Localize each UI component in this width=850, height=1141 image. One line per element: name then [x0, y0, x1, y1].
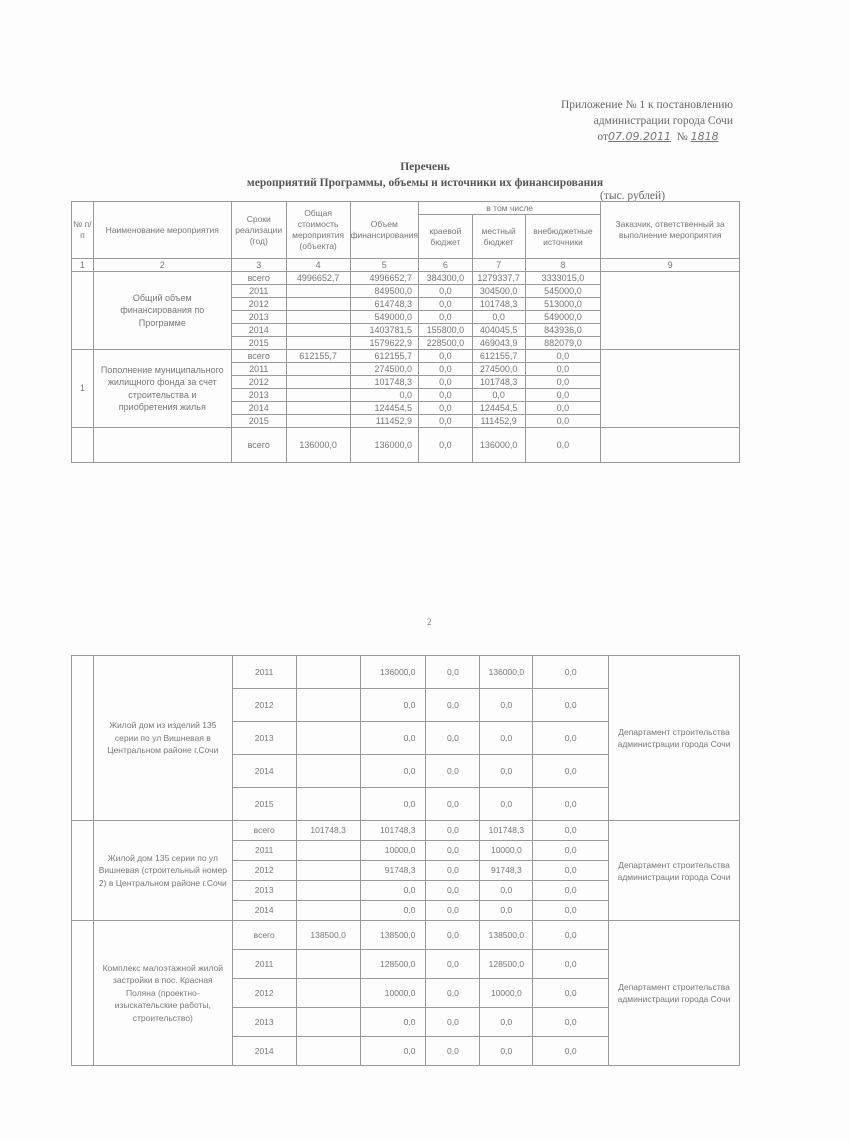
local-budget-cell: 0,0	[480, 1037, 533, 1066]
extra-budget-cell: 0,0	[533, 861, 609, 881]
volume-cell: 549000,0	[350, 311, 419, 324]
local-budget-cell: 138500,0	[480, 921, 533, 950]
row-number	[72, 921, 94, 1066]
regional-budget-cell: 0,0	[426, 861, 480, 881]
regional-budget-cell: 384300,0	[419, 272, 473, 285]
volume-cell: 4996652,7	[350, 272, 419, 285]
extra-budget-cell: 0,0	[525, 428, 601, 463]
volume-cell: 0,0	[360, 881, 426, 901]
volume-cell: 136000,0	[350, 428, 419, 463]
regional-budget-cell: 0,0	[419, 350, 473, 363]
col-num-header: № п/п	[72, 202, 94, 259]
local-budget-cell: 111452,9	[472, 415, 525, 428]
number-label: №	[676, 131, 688, 143]
volume-cell: 1403781,5	[350, 324, 419, 337]
volume-cell: 101748,3	[360, 821, 426, 841]
period-cell: 2014	[232, 755, 296, 788]
table-row	[72, 272, 740, 285]
local-budget-cell: 0,0	[472, 311, 525, 324]
col-index: 3	[231, 259, 286, 272]
appendix-line-1: Приложение № 1 к постановлению	[560, 99, 733, 111]
units-label: (тыс. рублей)	[600, 190, 666, 202]
total-cost-cell	[286, 311, 350, 324]
volume-cell: 0,0	[360, 689, 426, 722]
from-label: от	[597, 131, 609, 143]
extra-budget-cell: 0,0	[533, 901, 609, 921]
extra-budget-cell: 0,0	[533, 689, 609, 722]
activity-name: Жилой дом 135 серии по ул Вишневая (строительный номер 2) в Центральном районе г.Сочи	[93, 821, 232, 921]
period-cell: всего	[232, 821, 296, 841]
row-number	[72, 272, 94, 350]
volume-cell: 0,0	[360, 788, 426, 821]
local-budget-cell: 101748,3	[480, 821, 533, 841]
extra-budget-cell: 0,0	[525, 389, 601, 402]
customer-cell	[601, 272, 740, 350]
extra-budget-cell: 513000,0	[525, 298, 601, 311]
local-budget-cell: 1279337,7	[472, 272, 525, 285]
total-cost-cell	[296, 881, 360, 901]
local-budget-cell: 0,0	[480, 1008, 533, 1037]
regional-budget-cell: 0,0	[426, 979, 480, 1008]
row-number	[72, 656, 94, 821]
local-budget-cell: 0,0	[480, 722, 533, 755]
col-total-cost-header: Общая стоимость мероприятия (объекта)	[286, 202, 350, 259]
total-cost-cell	[286, 389, 350, 402]
regional-budget-cell: 0,0	[426, 921, 480, 950]
total-cost-cell	[296, 861, 360, 881]
period-cell: 2014	[232, 901, 296, 921]
col-index: 4	[286, 259, 350, 272]
regional-budget-cell: 0,0	[426, 1037, 480, 1066]
extra-budget-cell: 843936,0	[525, 324, 601, 337]
volume-cell: 10000,0	[360, 979, 426, 1008]
volume-cell: 0,0	[360, 1008, 426, 1037]
volume-cell: 124454,5	[350, 402, 419, 415]
total-cost-cell: 4996652,7	[286, 272, 350, 285]
volume-cell: 614748,3	[350, 298, 419, 311]
period-cell: 2011	[231, 285, 286, 298]
regional-budget-cell: 0,0	[426, 1008, 480, 1037]
period-cell: 2014	[231, 402, 286, 415]
customer-cell: Департамент строительства администрации города Сочи	[609, 921, 740, 1066]
extra-budget-cell: 0,0	[525, 376, 601, 389]
period-cell: всего	[231, 428, 286, 463]
volume-cell: 612155,7	[350, 350, 419, 363]
total-cost-cell: 612155,7	[286, 350, 350, 363]
total-cost-cell: 136000,0	[286, 428, 350, 463]
col-period-header: Сроки реализации (год)	[231, 202, 286, 259]
total-cost-cell	[286, 415, 350, 428]
regional-budget-cell: 0,0	[426, 901, 480, 921]
period-cell: 2012	[231, 298, 286, 311]
regional-budget-cell: 0,0	[419, 363, 473, 376]
total-cost-cell	[296, 1037, 360, 1066]
regional-budget-cell: 0,0	[419, 376, 473, 389]
period-cell: 2013	[232, 1008, 296, 1037]
row-number	[72, 821, 94, 921]
local-budget-cell: 124454,5	[472, 402, 525, 415]
extra-budget-cell: 549000,0	[525, 311, 601, 324]
total-cost-cell	[296, 1008, 360, 1037]
customer-cell	[601, 350, 740, 428]
col-local-header: местный бюджет	[472, 215, 525, 259]
period-cell: 2013	[232, 722, 296, 755]
table-row	[72, 921, 740, 950]
local-budget-cell: 0,0	[480, 901, 533, 921]
volume-cell: 136000,0	[360, 656, 426, 689]
header-row	[72, 202, 740, 215]
regional-budget-cell: 0,0	[419, 389, 473, 402]
local-budget-cell: 0,0	[472, 389, 525, 402]
extra-budget-cell: 882079,0	[525, 337, 601, 350]
financing-table-page-1	[71, 201, 740, 463]
customer-cell: Департамент строительства администрации города Сочи	[609, 821, 740, 921]
table-body	[72, 272, 740, 463]
decree-number: 1818	[690, 130, 719, 143]
financing-table-page-2	[71, 655, 740, 1066]
period-cell: 2011	[232, 841, 296, 861]
col-index: 9	[601, 259, 740, 272]
extra-budget-cell: 0,0	[533, 821, 609, 841]
table-row	[72, 821, 740, 841]
local-budget-cell: 404045,5	[472, 324, 525, 337]
local-budget-cell: 0,0	[480, 689, 533, 722]
extra-budget-cell: 0,0	[533, 979, 609, 1008]
row-number: 1	[72, 350, 94, 428]
activity-name	[93, 428, 231, 463]
extra-budget-cell: 0,0	[533, 881, 609, 901]
appendix-line-2: администрации города Сочи	[593, 115, 733, 127]
total-cost-cell	[286, 376, 350, 389]
extra-budget-cell: 0,0	[525, 402, 601, 415]
period-cell: 2013	[231, 311, 286, 324]
volume-cell: 274500,0	[350, 363, 419, 376]
col-name-header: Наименование мероприятия	[93, 202, 231, 259]
col-customer-header: Заказчик, ответственный за выполнение мероприятия	[601, 202, 740, 259]
volume-cell: 138500,0	[360, 921, 426, 950]
period-cell: 2012	[231, 376, 286, 389]
col-regional-header: краевой бюджет	[419, 215, 473, 259]
volume-cell: 0,0	[360, 1037, 426, 1066]
regional-budget-cell: 228500,0	[419, 337, 473, 350]
table-row	[72, 350, 740, 363]
col-extra-header: внебюджетные источники	[525, 215, 601, 259]
local-budget-cell: 0,0	[480, 881, 533, 901]
total-cost-cell	[296, 722, 360, 755]
period-cell: 2011	[231, 363, 286, 376]
local-budget-cell: 136000,0	[480, 656, 533, 689]
page-number: 2	[427, 617, 432, 627]
local-budget-cell: 612155,7	[472, 350, 525, 363]
customer-cell	[601, 428, 740, 463]
period-cell: всего	[232, 921, 296, 950]
regional-budget-cell: 0,0	[426, 841, 480, 861]
regional-budget-cell: 0,0	[426, 755, 480, 788]
extra-budget-cell: 0,0	[533, 755, 609, 788]
period-cell: 2012	[232, 689, 296, 722]
activity-name: Пополнение муниципального жилищного фонда за счет строительства и приобретения жилья	[93, 350, 231, 428]
volume-cell: 101748,3	[350, 376, 419, 389]
total-cost-cell	[296, 901, 360, 921]
col-index: 1	[72, 259, 94, 272]
period-cell: 2014	[231, 324, 286, 337]
extra-budget-cell: 0,0	[533, 950, 609, 979]
extra-budget-cell: 0,0	[525, 350, 601, 363]
extra-budget-cell: 0,0	[525, 363, 601, 376]
row-number	[72, 428, 94, 463]
regional-budget-cell: 0,0	[426, 689, 480, 722]
local-budget-cell: 469043,9	[472, 337, 525, 350]
total-cost-cell: 101748,3	[296, 821, 360, 841]
activity-name: Комплекс малоэтажной жилой застройки в пос. Красная Поляна (проектно-изыскательские работы, строительство)	[93, 921, 232, 1066]
local-budget-cell: 136000,0	[472, 428, 525, 463]
total-cost-cell	[286, 324, 350, 337]
extra-budget-cell: 3333015,0	[525, 272, 601, 285]
period-cell: 2015	[232, 788, 296, 821]
extra-budget-cell: 0,0	[533, 1008, 609, 1037]
volume-cell: 128500,0	[360, 950, 426, 979]
period-cell: 2013	[232, 881, 296, 901]
col-index: 7	[472, 259, 525, 272]
regional-budget-cell: 0,0	[419, 415, 473, 428]
decree-date: 07.09.2011	[608, 130, 672, 143]
customer-cell: Департамент строительства администрации города Сочи	[609, 656, 740, 821]
volume-cell: 1579622,9	[350, 337, 419, 350]
local-budget-cell: 91748,3	[480, 861, 533, 881]
regional-budget-cell: 0,0	[419, 311, 473, 324]
total-cost-cell	[286, 402, 350, 415]
activity-name: Жилой дом из изделий 135 серии по ул Вишневая в Центральном районе г.Сочи	[93, 656, 232, 821]
local-budget-cell: 101748,3	[472, 376, 525, 389]
total-cost-cell	[286, 337, 350, 350]
document-subtitle: мероприятий Программы, объемы и источники их финансирования	[246, 177, 604, 189]
local-budget-cell: 0,0	[480, 755, 533, 788]
volume-cell: 0,0	[350, 389, 419, 402]
total-cost-cell	[296, 841, 360, 861]
volume-cell: 0,0	[360, 901, 426, 921]
local-budget-cell: 304500,0	[472, 285, 525, 298]
regional-budget-cell: 0,0	[419, 298, 473, 311]
period-cell: всего	[231, 350, 286, 363]
col-index: 5	[350, 259, 419, 272]
total-cost-cell	[296, 979, 360, 1008]
regional-budget-cell: 0,0	[426, 950, 480, 979]
regional-budget-cell: 0,0	[419, 285, 473, 298]
local-budget-cell: 101748,3	[472, 298, 525, 311]
period-cell: 2012	[232, 861, 296, 881]
total-cost-cell	[296, 950, 360, 979]
regional-budget-cell: 0,0	[426, 722, 480, 755]
period-cell: 2014	[232, 1037, 296, 1066]
extra-budget-cell: 0,0	[525, 415, 601, 428]
total-cost-cell	[286, 363, 350, 376]
local-budget-cell: 10000,0	[480, 841, 533, 861]
document-title: Перечень	[400, 161, 450, 173]
total-cost-cell	[286, 298, 350, 311]
table-row	[72, 656, 740, 689]
activity-name: Общий объем финансирования по Программе	[93, 272, 231, 350]
period-cell: 2015	[231, 415, 286, 428]
local-budget-cell: 274500,0	[472, 363, 525, 376]
table-row	[72, 428, 740, 463]
extra-budget-cell: 0,0	[533, 788, 609, 821]
period-cell: 2011	[232, 950, 296, 979]
local-budget-cell: 10000,0	[480, 979, 533, 1008]
total-cost-cell: 138500,0	[296, 921, 360, 950]
appendix-header	[561, 97, 733, 145]
total-cost-cell	[286, 285, 350, 298]
col-index: 2	[93, 259, 231, 272]
period-cell: 2012	[232, 979, 296, 1008]
extra-budget-cell: 545000,0	[525, 285, 601, 298]
volume-cell: 10000,0	[360, 841, 426, 861]
extra-budget-cell: 0,0	[533, 841, 609, 861]
total-cost-cell	[296, 689, 360, 722]
period-cell: 2011	[232, 656, 296, 689]
extra-budget-cell: 0,0	[533, 921, 609, 950]
period-cell: 2013	[231, 389, 286, 402]
volume-cell: 0,0	[360, 755, 426, 788]
table-body	[72, 656, 740, 1066]
regional-budget-cell: 155800,0	[419, 324, 473, 337]
local-budget-cell: 0,0	[480, 788, 533, 821]
regional-budget-cell: 0,0	[426, 656, 480, 689]
total-cost-cell	[296, 656, 360, 689]
column-index-row	[72, 259, 740, 272]
total-cost-cell	[296, 755, 360, 788]
period-cell: всего	[231, 272, 286, 285]
regional-budget-cell: 0,0	[426, 821, 480, 841]
local-budget-cell: 128500,0	[480, 950, 533, 979]
volume-cell: 0,0	[360, 722, 426, 755]
total-cost-cell	[296, 788, 360, 821]
period-cell: 2015	[231, 337, 286, 350]
regional-budget-cell: 0,0	[419, 402, 473, 415]
col-volume-header: Объем финансирования	[350, 202, 419, 259]
regional-budget-cell: 0,0	[426, 881, 480, 901]
volume-cell: 849500,0	[350, 285, 419, 298]
extra-budget-cell: 0,0	[533, 656, 609, 689]
col-index: 8	[525, 259, 601, 272]
volume-cell: 91748,3	[360, 861, 426, 881]
col-index: 6	[419, 259, 473, 272]
extra-budget-cell: 0,0	[533, 722, 609, 755]
appendix-date-line	[561, 129, 733, 145]
regional-budget-cell: 0,0	[419, 428, 473, 463]
col-including-header: в том числе	[419, 202, 601, 215]
regional-budget-cell: 0,0	[426, 788, 480, 821]
volume-cell: 111452,9	[350, 415, 419, 428]
extra-budget-cell: 0,0	[533, 1037, 609, 1066]
